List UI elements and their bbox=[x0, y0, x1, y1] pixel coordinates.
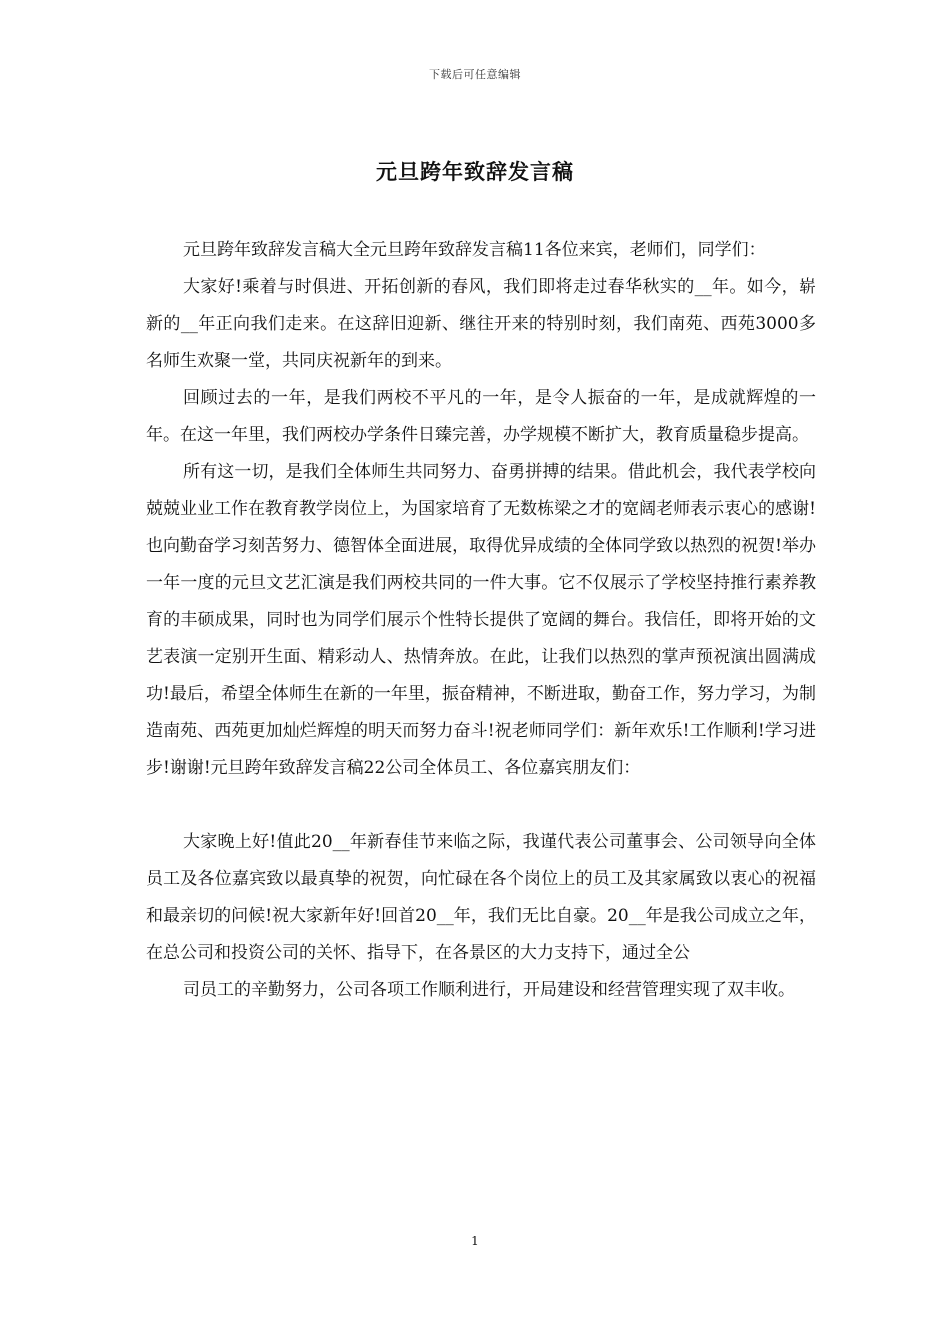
paragraph: 司员工的辛勤努力，公司各项工作顺利进行，开局建设和经营管理实现了双丰收。 bbox=[183, 980, 795, 1000]
page-number: 1 bbox=[471, 1234, 479, 1248]
paragraph: 回顾过去的一年，是我们两校不平凡的一年，是令人振奋的一年，是成就辉煌的一年。在这一年里，我们两校办学条件日臻完善，办学规模不断扩大，教育质量稳步提高。 bbox=[146, 388, 816, 445]
header-note: 下载后可任意编辑 bbox=[429, 68, 521, 81]
paragraph: 大家好!乘着与时俱进、开拓创新的春风，我们即将走过春华秋实的__年。如今，崭新的__年正向我们走来。在这辞旧迎新、继往开来的特别时刻，我们南苑、西苑3000多名师生欢聚一堂，共同庆祝新年的到来。 bbox=[146, 277, 816, 371]
paragraph: 所有这一切，是我们全体师生共同努力、奋勇拼搏的结果。借此机会，我代表学校向兢兢业业工作在教育教学岗位上，为国家培育了无数栋梁之才的宽阔老师表示衷心的感谢!也向勤奋学习刻苦努力、德智体全面进展，取得优异成绩的全体同学致以热烈的祝贺!举办一年一度的元旦文艺汇演是我们两校共同的一件大事。它不仅展示了学校坚持推行素养教育的丰硕成果，同时也为同学们展示个性特长提供了宽阔的舞台。我信任，即将开始的文艺表演一定别开生面、精彩动人、热情奔放。在此，让我们以热烈的掌声预祝演出圆满成功!最后，希望全体师生在新的一年里，振奋精神，不断进取，勤奋工作，努力学习，为制造南苑、西苑更加灿烂辉煌的明天而努力奋斗!祝老师同学们：新年欢乐!工作顺利!学习进步!谢谢!元旦跨年致辞发言稿22公司全体员工、各位嘉宾朋友们： bbox=[146, 462, 816, 778]
paragraph: 大家晚上好!值此20__年新春佳节来临之际，我谨代表公司董事会、公司领导向全体员工及各位嘉宾致以最真挚的祝贺，向忙碌在各个岗位上的员工及其家属致以衷心的祝福和最亲切的问候!祝大家新年好!回首20__年，我们无比自豪。20__年是我公司成立之年，在总公司和投资公司的关怀、指导下，在各景区的大力支持下，通过全公 bbox=[146, 832, 816, 963]
document-title: 元旦跨年致辞发言稿 bbox=[376, 159, 574, 184]
paragraph-spacer bbox=[146, 787, 816, 824]
paragraph: 元旦跨年致辞发言稿大全元旦跨年致辞发言稿11各位来宾，老师们，同学们： bbox=[183, 240, 766, 260]
document-body bbox=[146, 232, 816, 1009]
